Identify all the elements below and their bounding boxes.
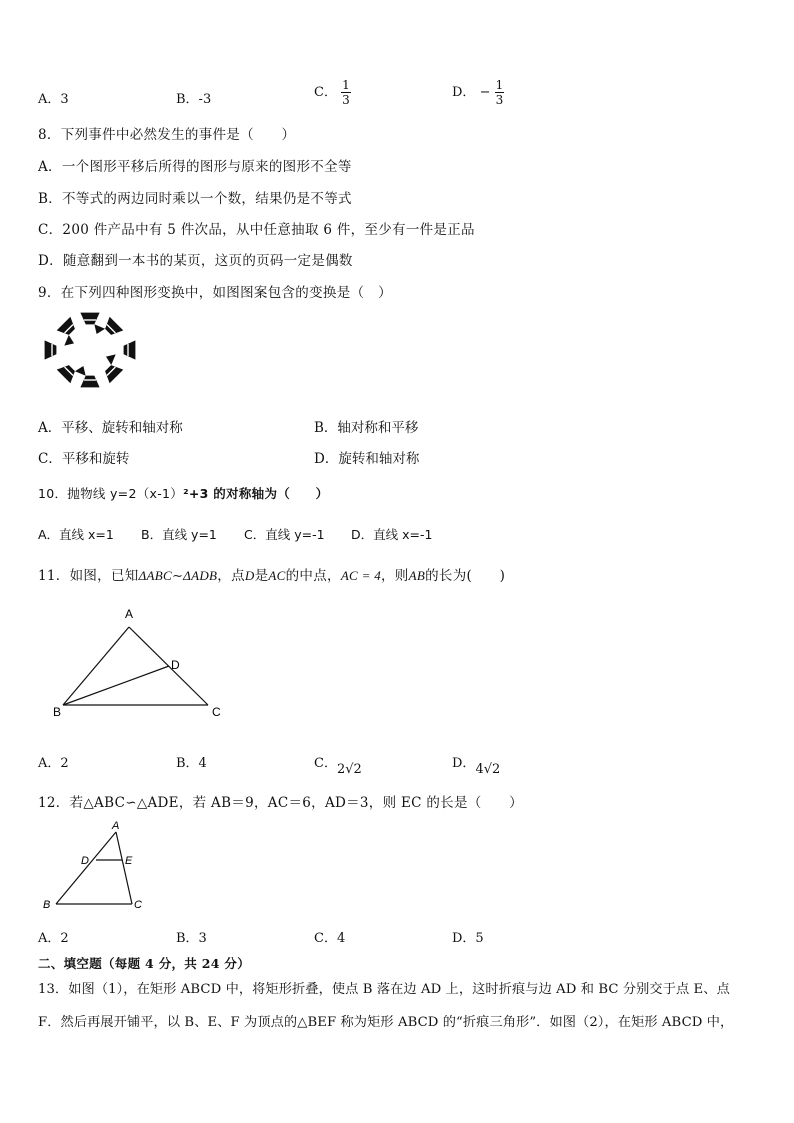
q8-option-c: C．200 件产品中有 5 件次品，从中任意抽取 6 件，至少有一件是正品: [38, 222, 475, 238]
q7-option-a: A．3: [38, 92, 69, 107]
q10-stem-part1: 10．抛物线 y=2（x-1）: [38, 486, 184, 501]
q9-option-b: B．轴对称和平移: [314, 420, 419, 436]
q12-stem: 12．若△ABC∽△ADE，若 AB＝9，AC＝6，AD＝3，则 EC 的长是（ ）: [38, 795, 523, 811]
fraction-numerator: 1: [342, 78, 350, 92]
q8-option-d: D．随意翻到一本书的某页，这页的页码一定是偶数: [38, 253, 353, 269]
q11-ac-length: AC = 4: [340, 568, 381, 583]
q9-option-d: D．旋转和轴对称: [314, 451, 420, 467]
q11-stem-text: 的中点，: [285, 568, 341, 584]
q11-option-d: [452, 752, 501, 777]
q9-option-a: A．平移、旋转和轴对称: [38, 420, 183, 436]
q9-option-c: C．平移和旋转: [38, 451, 130, 467]
q11-option-a: A．2: [38, 756, 69, 771]
q11-triangle-figure: [48, 602, 238, 726]
segment-ab: [56, 832, 116, 904]
label-c: C: [134, 899, 142, 911]
fraction: [495, 78, 505, 107]
q11-segment-ab: AB: [408, 568, 426, 583]
q11-point-d: D: [244, 568, 255, 583]
q10-stem: [38, 484, 328, 502]
q12-option-c: C．4: [314, 931, 346, 946]
q11-stem-text: 是: [254, 568, 269, 584]
q11-stem-text: 的长为( ): [425, 568, 506, 584]
label-a: A: [112, 820, 120, 832]
q7-option-d: [452, 78, 504, 107]
label-e: E: [125, 855, 133, 867]
label-a: A: [125, 607, 134, 621]
q12-option-b: B．3: [176, 931, 207, 946]
q12-option-d: D．5: [452, 931, 484, 946]
q11-stem: [38, 564, 505, 584]
label-d: D: [171, 658, 180, 672]
q11-stem-text: 11．如图，已知: [38, 568, 139, 584]
q11-segment-ac: AC: [268, 568, 286, 583]
option-label: C．: [314, 756, 337, 771]
label-b: B: [53, 705, 62, 719]
q9-pattern-figure: [38, 306, 142, 394]
q9-stem: 9．在下列四种图形变换中，如图图案包含的变换是（ ）: [38, 285, 392, 301]
q10-option-d: D．直线 x=-1: [351, 527, 433, 542]
q11-option-b: B．4: [176, 756, 207, 771]
q12-triangle-figure: [38, 818, 154, 914]
q8-option-a: A．一个图形平移后所得的图形与原来的图形不全等: [38, 159, 352, 175]
q10-option-a: A．直线 x=1: [38, 527, 114, 542]
q13-line-2: F．然后再展开铺平，以 B、E、F 为顶点的△BEF 称为矩形 ABCD 的“折痕三角形”．如图（2），在矩形 ABCD 中，: [38, 1015, 734, 1030]
option-value: 2√2: [336, 762, 362, 777]
q10-option-b: B．直线 y=1: [141, 527, 217, 542]
fraction-denominator: 3: [495, 93, 504, 107]
q11-stem-text: ，点: [217, 568, 245, 584]
q11-option-c: [314, 752, 362, 777]
q12-option-a: A．2: [38, 931, 69, 946]
option-label: D．: [452, 85, 476, 100]
label-d: D: [81, 855, 89, 867]
q13-line-1: 13．如图（1），在矩形 ABCD 中，将矩形折叠，使点 B 落在边 AD 上，这时折痕与边 AD 和 BC 分别交于点 E、点: [38, 982, 730, 997]
q8-option-b: B．不等式的两边同时乘以一个数，结果仍是不等式: [38, 191, 352, 207]
q11-similar-triangles: ΔABC∼ΔADB: [138, 568, 218, 583]
fraction-denominator: 3: [342, 93, 350, 107]
q7-option-c: [314, 78, 351, 107]
fraction-numerator: 1: [495, 78, 504, 92]
fraction: [341, 78, 351, 107]
q8-stem: 8．下列事件中必然发生的事件是（ ）: [38, 127, 296, 143]
q10-stem-part2: ²+3 的对称轴为（ ）: [183, 486, 329, 501]
label-c: C: [212, 705, 221, 719]
option-value: 4√2: [475, 762, 501, 777]
option-label: C．: [314, 85, 337, 100]
q11-stem-text: ，则: [381, 568, 409, 584]
q10-option-c: C．直线 y=-1: [244, 527, 325, 542]
q7-option-b: B．-3: [176, 92, 212, 107]
minus-sign: −: [479, 85, 491, 100]
option-label: D．: [452, 756, 476, 771]
label-b: B: [43, 899, 51, 911]
segment-ac: [116, 832, 132, 904]
section-heading-fill-in: 二、填空题（每题 4 分，共 24 分）: [38, 956, 251, 971]
